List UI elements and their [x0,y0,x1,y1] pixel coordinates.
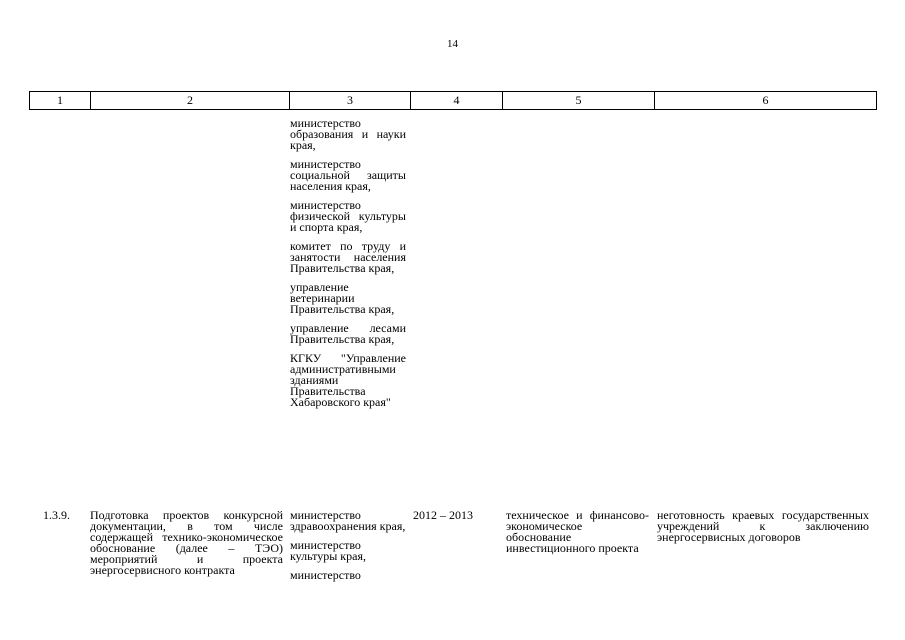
table-header [29,91,877,110]
executor-item: комитет по труду и занятости населения Правительства края, [290,239,406,275]
row-result: техническое и финансово-экономическое обоснование инвестиционного проекта [506,508,649,555]
executor-item: министерство здравоохранения края, [290,508,406,533]
header-col-5: 5 [503,92,655,110]
header-col-3: 3 [290,92,411,110]
row-number: 1.3.9. [43,508,70,522]
executor-item: министерство физической культуры и спорта края, [290,198,406,234]
executor-item: управление ветеринарии Правительства края, [290,280,395,316]
header-row [30,92,877,110]
executor-item: министерство социальной защиты населения края, [290,157,406,193]
header-col-6: 6 [655,92,877,110]
row-risk: неготовность краевых государственных учреждений к заключению энергосервисных договоров [657,508,869,544]
continuation-executors [290,118,406,416]
executor-item: управление лесами Правительства края, [290,321,406,346]
header-col-4: 4 [411,92,503,110]
header-col-1: 1 [30,92,91,110]
executor-item: КГКУ "Управление административными зданиями Правительства Хабаровского края" [290,351,406,409]
page-number: 14 [447,38,458,50]
header-col-2: 2 [91,92,290,110]
executor-item: министерство образования и науки края, [290,116,406,152]
executor-item: министерство [290,568,361,582]
row-executors [290,510,406,589]
executor-item: министерство культуры края, [290,538,366,563]
row-period: 2012 – 2013 [413,508,473,522]
row-title: Подготовка проектов конкурсной документации, в том числе содержащей технико-экономическое обоснование (далее – ТЭО) мероприятий и проекта энергосервисного контракта [90,508,283,577]
